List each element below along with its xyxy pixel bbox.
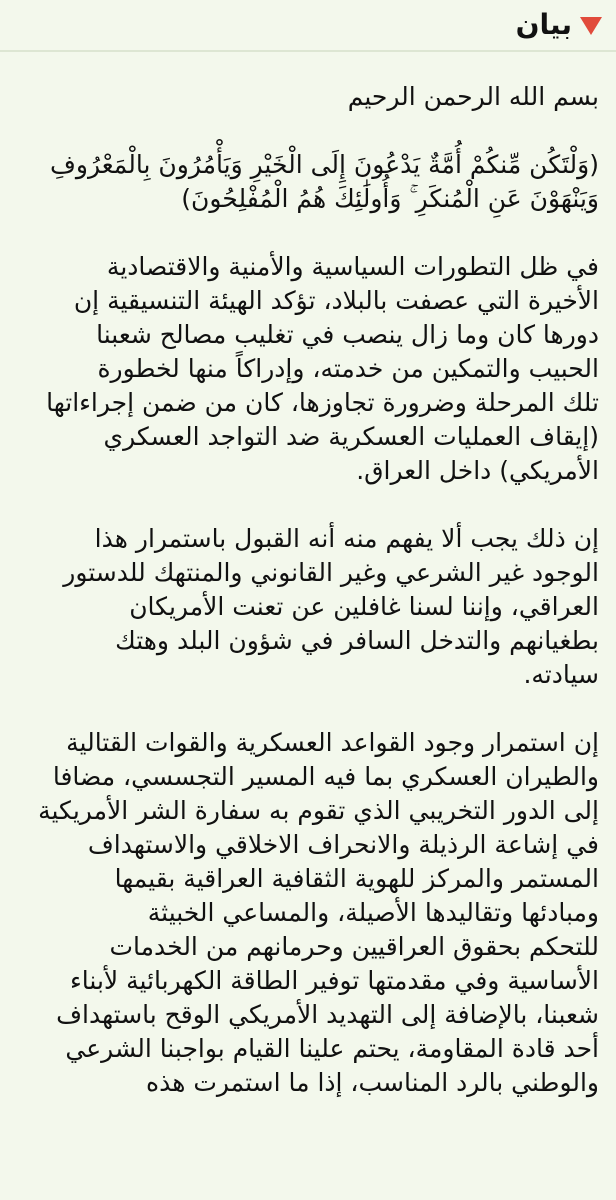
paragraph-2: [17, 522, 599, 692]
verse-line: (وَلْتَكُن مِّنكُمْ أُمَّةٌ يَدْعُونَ إِلَى الْخَيْرِ وَيَأْمُرُونَ بِالْمَعْرُوفِ: [49, 150, 599, 179]
paragraph-3: [17, 726, 599, 1100]
statement-body: [17, 80, 599, 1200]
basmala: بسم الله الرحمن الرحيم: [347, 82, 599, 111]
paragraph-line: والطيران العسكري بما فيه المسير التجسسي، مضافا: [52, 762, 599, 791]
paragraph-line: سيادته.: [523, 660, 599, 689]
verse-line: وَيَنْهَوْنَ عَنِ الْمُنكَرِ ۚ وَأُولَٰئِكَ هُمُ الْمُفْلِحُونَ): [181, 184, 599, 213]
paragraph-line: في إشاعة الرذيلة والانحراف الاخلاقي والاستهداف: [87, 830, 599, 859]
paragraph-line: بطغيانهم والتدخل السافر في شؤون البلد وهتك: [115, 626, 599, 655]
paragraph-1: [17, 250, 599, 488]
paragraph-line: تلك المرحلة وضرورة تجاوزها، كان من ضمن إجراءاتها: [46, 388, 599, 417]
red-triangle-down-icon: [580, 17, 602, 35]
paragraph-line: الأخيرة التي عصفت بالبلاد، تؤكد الهيئة التنسيقية إن: [73, 286, 599, 315]
paragraph-line: في ظل التطورات السياسية والأمنية والاقتصادية: [106, 252, 599, 281]
paragraph-line: ومبادئها وتقاليدها الأصيلة، والمساعي الخبيثة: [147, 898, 599, 927]
paragraph-line: والوطني بالرد المناسب، إذا ما استمرت هذه: [145, 1068, 599, 1097]
paragraph-line: الأساسية وفي مقدمتها توفير الطاقة الكهربائية لأبناء: [70, 966, 599, 995]
paragraph-line: للتحكم بحقوق العراقيين وحرمانهم من الخدمات: [109, 932, 599, 961]
paragraph-line: دورها كان وما زال ينصب في تغليب مصالح شعبنا: [96, 320, 599, 349]
paragraph-line: شعبنا، بالإضافة إلى التهديد الأمريكي الوقح باستهداف: [56, 1000, 599, 1029]
quran-verse: [17, 148, 599, 216]
header-title: بيان: [515, 8, 572, 41]
paragraph-line: (إيقاف العمليات العسكرية ضد التواجد العسكري: [103, 422, 599, 451]
paragraph-line: إن ذلك يجب ألا يفهم منه أنه القبول باستمرار هذا: [94, 524, 599, 553]
paragraph-line: الحبيب والتمكين من خدمته، وإدراكاً منها لخطورة: [97, 354, 599, 383]
header: [0, 0, 616, 52]
paragraph-line: إن استمرار وجود القواعد العسكرية والقوات القتالية: [66, 728, 599, 757]
paragraph-line: أحد قادة المقاومة، يحتم علينا القيام بواجبنا الشرعي: [65, 1034, 599, 1063]
paragraph-line: الأمريكي) داخل العراق.: [356, 456, 599, 485]
paragraph-line: العراقي، وإننا لسنا غافلين عن تعنت الأمريكان: [129, 592, 599, 621]
paragraph-line: إلى الدور التخريبي الذي تقوم به سفارة الشر الأمريكية: [38, 796, 599, 825]
paragraph-line: المستمر والمركز للهوية الثقافية العراقية بقيمها: [114, 864, 599, 893]
paragraph-line: الوجود غير الشرعي وغير القانوني والمنتهك للدستور: [63, 558, 599, 587]
